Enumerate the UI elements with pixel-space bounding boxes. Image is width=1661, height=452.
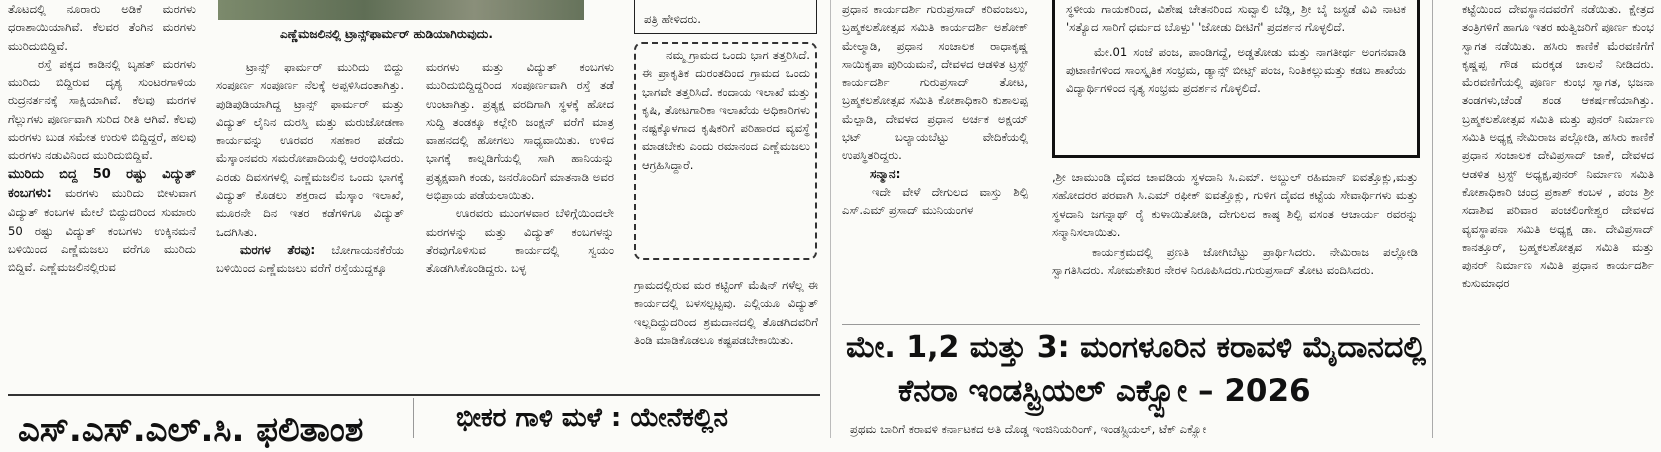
bottom-divider [413, 398, 414, 438]
column-7: ಕಟ್ಟೆಯಿಂದ ದೇವಸ್ಥಾನದವರೆಗೆ ನಡೆಯಿತು. ಕ್ಷೇತ್ರದ ತಂತ್ರಿಗಳಿಗೆ ಹಾಗೂ ಇತರ ಋತ್ವಿಜರಿಗೆ ಪೂರ್ಣ ಕುಂಭ ಸ್ವಾಗತ ನಡೆಯಿತು. ಹಸಿರು ಕಾಣಿಕೆ ಮೆರವಣಿಗೆಗೆ ಕೃಷ್ಣಪ್ಪ ಗೌಡ ಮರಕ್ಕಡ ಚಾಲನೆ ನೀಡಿದರು. ಮೆರವಣಿಗೆಯಲ್ಲಿ ಪೂರ್ಣ ಕುಂಭ ಸ್ವಾಗತ, ಭಜನಾ ತಂಡಗಳು,ಚೆಂಡೆ ಶಂಡ ಆಕರ್ಷಣೆಯಾಗಿತ್ತು. ಬ್ರಹ್ಮಕಲಶೋತ್ಸವ ಸಮಿತಿ ಮತ್ತು ಪುನರ್ ನಿರ್ಮಾಣ ಸಮಿತಿ ಅಧ್ಯಕ್ಷ ನೇಮಿರಾಜ ಪಲ್ಲೋಡಿ, ಹಸಿರು ಕಾಣಿಕೆ ಪ್ರಧಾನ ಸಂಚಾಲಕ ದೇವಿಪ್ರಸಾದ್ ಜಾಕೆ, ದೇವಳದ ಆಡಳಿತ ಟ್ರಸ್ಟ್ ಅಧ್ಯಕ್ಷ,ಪುನರ್ ನಿರ್ಮಾಣ ಸಮಿತಿ ಕೋಶಾಧಿಕಾರಿ ಚಂದ್ರ ಪ್ರಕಾಶ್ ಕಂಬಳ , ಪಂಜ ಶ್ರೀ ಸದಾಶಿವ ಪರಿವಾರ ಪಂಚಲಿಂಗೇಶ್ವರ ದೇವಳದ ವ್ಯವಸ್ಥಾಪನಾ ಸಮಿತಿ ಅಧ್ಯಕ್ಷ ಡಾ. ದೇವಿಪ್ರಸಾದ್ ಕಾನತ್ತೂರ್, ಬ್ರಹ್ಮಕಲಶೋತ್ಸವ ಸಮಿತಿ ಮತ್ತು ಪುನರ್ ನಿರ್ಮಾಣ ಸಮಿತಿ ಪ್ರಧಾನ ಕಾರ್ಯದರ್ಶಿ ಕುಸುಮಾಧರ [1462, 2, 1654, 291]
column-5 [842, 0, 1028, 318]
program-box-paragraph-1: ಸ್ಥಳೀಯ ಗಾಯಕರಿಂದ, ವಿಶೇಷ ಚೇತನರಿಂದ ಸುವ್ವಾಲಿ ಬೆಡ್ಲಿ, ಶ್ರೀ ಬೈ ಜಸ್ಟಡೆ ವಿವಿ ನಾಟಕ 'ಸತ್ಯೊದ ಸಾರಿಗೆ ಧರ್ಮದ ಬೊಳ್ಪು' 'ಜೋಡು ದೀಟಿಗೆ' ಪ್ರದರ್ಶನ ಗೊಳ್ಳಲಿದೆ. [1066, 2, 1406, 35]
bottom-separator [8, 394, 820, 396]
col1-paragraph-3 [8, 165, 196, 277]
expo-headline-line-2: ಕೆನರಾ ಇಂಡಸ್ಟ್ರಿಯಲ್ ಎಕ್ಸ್ಪೋ – 2026 [898, 373, 1311, 409]
expo-headline-line-1: ಮೇ. 1,2 ಮತ್ತು 3: ಮಂಗಳೂರಿನ ಕರಾವಳಿ ಮೈದಾನದಲ್ಲಿ [846, 330, 1427, 365]
col5-paragraph-2: ಇದೇ ವೇಳೆ ದೇಗುಲದ ವಾಸ್ತು ಶಿಲ್ಪಿ ಎಸ್.ಎಮ್ ಪ್ರಸಾದ್ ಮುನಿಯಂಗಳ [842, 184, 1028, 218]
column-1 [8, 0, 196, 378]
storm-headline: ಭೀಕರ ಗಾಳಿ ಮಳೆ : ಯೇನೆಕಲ್ಲಿನ [456, 403, 728, 433]
col3-paragraph-2: ಊರವರು ಮುಂಗಳವಾರ ಬೆಳಿಗ್ಗೆಯಿಂದಲೇ ಮರಗಳನ್ನು ಮತ್ತು ವಿದ್ಯುತ್ ಕಂಬಗಳನ್ನು ತೆರವುಗೊಳಿಸುವ ಕಾರ್ಯದಲ್ಲಿ ಸ್ವಯಂ ತೊಡಗಿಸಿಕೊಂಡಿದ್ದರು. ಬಳ್ಳ [426, 206, 614, 276]
expo-body: ಪ್ರಥಮ ಬಾರಿಗೆ ಕರಾವಳಿ ಕರ್ನಾಟಕದ ಅತಿ ದೊಡ್ಡ ಇಂಜಿನಿಯರಿಂಗ್, ಇಂಡಸ್ಟ್ರಿಯಲ್, ಟೆಕ್ ಎಕ್ಸ್ಪೋ [850, 422, 1207, 436]
col1-paragraph-1: ತೊಟದಲ್ಲಿ ನೂರಾರು ಅಡಿಕೆ ಮರಗಳು ಧರಾಶಾಯಿಯಾಗಿವೆ. ಕೆಲವರ ತೆಂಗಿನ ಮರಗಳು ಮುರಿದುಬಿದ್ದಿವೆ. [8, 2, 196, 53]
right-column-divider [1432, 0, 1433, 438]
col1-subhead: ಮುರಿದು ಬಿದ್ದ 50 ರಷ್ಟು ವಿದ್ಯುತ್ ಕಂಬಗಳು: [8, 166, 196, 201]
column-3 [426, 58, 614, 378]
column-6 [1052, 168, 1418, 318]
col2-subhead: ಮರಗಳ ತೆರವು: [240, 242, 316, 257]
photo-caption: ಎಣ್ಣೆಮಜಲಿನಲ್ಲಿ ಟ್ರಾನ್ಸ್‌ಫಾರ್ಮರ್ ಹುಡಿಯಾಗಿರುವುದು. [280, 27, 493, 41]
col5-subhead: ಸನ್ಮಾನ: [870, 166, 901, 181]
col2-paragraph-1: ಟ್ರಾನ್ಸ್ ಫಾರ್ಮರ್ ಮುರಿದು ಬಿದ್ದು ಸಂಪೂರ್ಣ ಸಂಪೂರ್ಣ ನೆಲಕ್ಕೆ ಅಪ್ಪಳಿಸಿದಂತಾಗಿತ್ತು. ಪುಡಿಪುಡಿಯಾಗಿದ್ದ ಟ್ರಾನ್ಸ್ ಫಾರ್ಮರ್ ಮತ್ತು ವಿದ್ಯುತ್ ಲೈನಿನ ದುರಸ್ತಿ ಮತ್ತು ಮರುಜೋಡಣಾ ಕಾರ್ಯವನ್ನು ಊರವರ ಸಹಕಾರ ಪಡೆದು ಮೆಸ್ಕಾಂನವರು ಸಮರೋಪಾದಿಯಲ್ಲಿ ಆರಂಭಿಸಿದರು. ಎರಡು ದಿವಸಗಳಲ್ಲಿ ಎಣ್ಣೆಮಜಲಿನ ಒಂದು ಭಾಗಕ್ಕೆ ವಿದ್ಯುತ್ ಕೊಡಲು ಶಕ್ತರಾದ ಮೆಸ್ಕಾಂ ಇಲಾಖೆ, ಮೂರನೇ ದಿನ ಇತರ ಕಡೆಗಳಿಗೂ ವಿದ್ಯುತ್ ಒದಗಿಸಿತು. [216, 60, 404, 239]
col2-paragraph-2-text: ಬೋಗಾಯನಕೆರೆಯ ಬಳಿಯಿಂದ ಎಣ್ಣೆಮಜಲು ವರೆಗೆ ರಸ್ತೆಯುದ್ದಕ್ಕೂ [216, 242, 404, 276]
col6-paragraph-2: ಕಾರ್ಯಕ್ರಮದಲ್ಲಿ ಪ್ರಣತಿ ಜೋಗಿಬೆಟ್ಟು ಪ್ರಾರ್ಥಿಸಿದರು. ನೇಮಿರಾಜ ಪಲ್ಲೋಡಿ ಸ್ವಾಗತಿಸಿದರು. ಸೋಮಶೇಖರ ನೇರಳ ನಿರೂಪಿಸಿದರು.ಗುರುಪ್ರಸಾದ್ ತೋಟ ವಂದಿಸಿದರು. [1052, 245, 1418, 278]
col2-paragraph-2 [216, 241, 404, 278]
quote-text: ನಮ್ಮ ಗ್ರಾಮದ ಒಂದು ಭಾಗ ತತ್ತರಿಸಿದೆ. ಈ ಪ್ರಾಕೃತಿಕ ದುರಂತದಿಂದ ಗ್ರಾಮದ ಒಂದು ಭಾಗವೇ ತತ್ತರಿಸಿದೆ. ಕಂದಾಯ ಇಲಾಖೆ ಮತ್ತು ಕೃಷಿ, ತೋಟಗಾರಿಕಾ ಇಲಾಖೆಯ ಅಧಿಕಾರಿಗಳು ನಷ್ಟಕ್ಕೊಳಗಾದ ಕೃಷಿಕರಿಗೆ ಪರಿಹಾರದ ವ್ಯವಸ್ಥೆ ಮಾಡಬೇಕು ಎಂದು ರಮಾನಂದ ಎಣ್ಣೆಮಜಲು ಆಗ್ರಹಿಸಿದ್ದಾರೆ. [642, 48, 810, 172]
program-box-paragraph-2: ಮೇ.01 ಸಂಜೆ ಪಂಜ, ಪಾಂಡಿಗದ್ದೆ, ಅಡ್ಡತೋಡು ಮತ್ತು ನಾಗತೀರ್ಥ ಅಂಗನವಾಡಿ ಪುಟಾಣಿಗಳಿಂದ ಸಾಂಸ್ಕೃತಿಕ ಸಂಭ್ರಮ, ಡ್ಯಾನ್ಸ್ ಬೀಟ್ಸ್ ಪಂಜ, ನಿಂತಿಕಲ್ಲುಮತ್ತು ಕಡಬ ಶಾಖೆಯ ವಿದ್ಯಾರ್ಥಿಗಳಿಂದ ನೃತ್ಯ ಸಂಭ್ರಮ ಪ್ರದರ್ಶನ ಗೊಳ್ಳಲಿದೆ. [1066, 44, 1406, 96]
col6-paragraph-1: ,ಶ್ರೀ ಚಾಮುಂಡಿ ದೈವದ ಚಾವಡಿಯ ಸ್ಥಳದಾನಿ ಸಿ.ಎಮ್. ಅಬ್ದುಲ್ ರಹಿಮಾನ್ ಐವತ್ತೊಕ್ಲು,ಮತ್ತು ಸಹೋದರರ ಪರವಾಗಿ ಸಿ.ಎಮ್ ರಫೀಕ್ ಐವತ್ತೊಕ್ಲು, ಗುಳಿಗ ದೈವದ ಕಟ್ಟೆಯ ಸೇವಾರ್ಥಿಗಳು ಮತ್ತು ಸ್ಥಳದಾನಿ ಜಗನ್ನಾಥ್ ರೈ ಕುಳಾಯಿತೋಡಿ, ದೇಗುಲದ ಕಾಷ್ಠ ಶಿಲ್ಪಿ ವಸಂತ ಆಚಾರ್ಯ ರವರನ್ನು ಸನ್ಮಾನಿಸಲಾಯಿತು. [1052, 170, 1418, 239]
top-info-box-text: ಪತ್ರಿ ಹೇಳಿದರು. [644, 12, 701, 26]
col1-paragraph-3-text: ಮರಗಳು ಮುರಿದು ಬೀಳುವಾಗ ವಿದ್ಯುತ್ ಕಂಬಗಳ ಮೇಲೆ ಬಿದ್ದುದರಿಂದ ಸುಮಾರು 50 ರಷ್ಟು ವಿದ್ಯುತ್ ಕಂಬಗಳು ಉಕ್ಕಿನಮನೆ ಬಳಿಯಿಂದ ಎಣ್ಣೆಮಜಲು ವರೆಗೂ ಮುರಿದು ಬಿದ್ದಿವೆ. ಎಣ್ಣೆಮಜಲಿನಲ್ಲಿರುವ [8, 185, 196, 275]
col1-paragraph-2: ರಸ್ತೆ ಪಕ್ಕದ ಕಾಡಿನಲ್ಲಿ ಬೃಹತ್ ಮರಗಳು ಮುರಿದು ಬಿದ್ದಿರುವ ದೃಶ್ಯ ಸುಂಟರಗಾಳಿಯ ರುದ್ರನರ್ತನಕ್ಕೆ ಸಾಕ್ಷಿಯಾಗಿವೆ. ಕೆಲವು ಮರಗಳ ಗೆಲ್ಲುಗಳು ಪೂರ್ಣವಾಗಿ ಸುರಿದ ರೀತಿ ಆಗಿವೆ. ಕೆಲವು ಮರಗಳು ಬುಡ ಸಮೇತ ಉರುಳಿ ಬಿದ್ದಿದ್ದರೆ, ಹಲವು ಮರಗಳು ನಡುವಿನಿಂದ ಮುರಿದುಬಿದ್ದಿವೆ. [8, 56, 196, 163]
col5-paragraph-1: ಪ್ರಧಾನ ಕಾರ್ಯದರ್ಶಿ ಗುರುಪ್ರಸಾದ್ ಕರಿವಂಜಲು, ಬ್ರಹ್ಮಕಲಶೋತ್ಸವ ಸಮಿತಿ ಕಾರ್ಯದರ್ಶಿ ಅಶೋಕ್ ಮೇಲ್ಮಾಡಿ, ಪ್ರಧಾನ ಸಂಚಾಲಕ ರಾಧಾಕೃಷ್ಣ ಸಾಯಿಕೃಪಾ ಪುರಿಯಮನೆ, ದೇವಳದ ಆಡಳಿತ ಟ್ರಸ್ಟ್ ಕಾರ್ಯದರ್ಶಿ ಗುರುಪ್ರಸಾದ್ ತೋಟ, ಬ್ರಹ್ಮಕಲಶೋತ್ಸವ ಸಮಿತಿ ಕೋಶಾಧಿಕಾರಿ ಕುಶಾಲಪ್ಪ ಮೆಲ್ಪಾಡಿ, ದೇವಳದ ಪ್ರಧಾನ ಅರ್ಚಕ ಅಕ್ಷಯ್ ಭಟ್ ಬಲ್ಯಾಯಬೆಟ್ಟು ವೇದಿಕೆಯಲ್ಲಿ ಉಪಸ್ಥಿತರಿದ್ದರು. [842, 2, 1028, 163]
column-2 [216, 58, 404, 378]
col3-paragraph-1: ಮರಗಳು ಮತ್ತು ವಿದ್ಯುತ್ ಕಂಬಗಳು ಮುರಿದುಬಿದ್ದಿದ್ದರಿಂದ ಸಂಪೂರ್ಣವಾಗಿ ರಸ್ತೆ ತಡೆ ಉಂಟಾಗಿತ್ತು. ಪ್ರತ್ಯಕ್ಷ ವರದಿಗಾಗಿ ಸ್ಥಳಕ್ಕೆ ಹೋದ ಸುದ್ದಿ ತಂಡಕ್ಕೂ ಕಲ್ಲೇರಿ ಜಂಕ್ಷನ್ ವರೆಗೆ ಮಾತ್ರ ವಾಹನದಲ್ಲಿ ಹೋಗಲು ಸಾಧ್ಯವಾಯಿತು. ಉಳಿದ ಭಾಗಕ್ಕೆ ಕಾಲ್ನಡಿಗೆಯಲ್ಲಿ ಸಾಗಿ ಹಾನಿಯನ್ನು ಪ್ರತ್ಯಕ್ಷವಾಗಿ ಕಂಡು, ಜನರೊಂದಿಗೆ ಮಾತನಾಡಿ ಅವರ ಅಭಿಪ್ರಾಯ ಪಡೆಯಲಾಯಿತು. [426, 60, 614, 203]
column-4: ಗ್ರಾಮದಲ್ಲಿರುವ ಮರ ಕಟ್ಟಿಂಗ್ ಮೆಷಿನ್ ಗಳೆಲ್ಲ ಈ ಕಾರ್ಯದಲ್ಲಿ ಬಳಸಲ್ಪಟ್ಟವು. ಎಲ್ಲಿಯೂ ವಿದ್ಯುತ್ ಇಲ್ಲದಿದ್ದುದರಿಂದ ಶ್ರಮದಾನದಲ್ಲಿ ತೊಡಗಿದವರಿಗೆ ತಿಂಡಿ ಮಾಡಿಕೊಡಲೂ ಕಷ್ಟಪಡಬೇಕಾಯಿತು. [634, 278, 818, 347]
sslc-result-headline: ಎಸ್.ಎಸ್.ಎಲ್.ಸಿ. ಫಲಿತಾಂಶ [18, 410, 364, 450]
headline-separator [842, 324, 1420, 325]
transformer-photo [218, 0, 584, 20]
page-divider [830, 0, 831, 438]
program-box-text [1066, 0, 1406, 150]
